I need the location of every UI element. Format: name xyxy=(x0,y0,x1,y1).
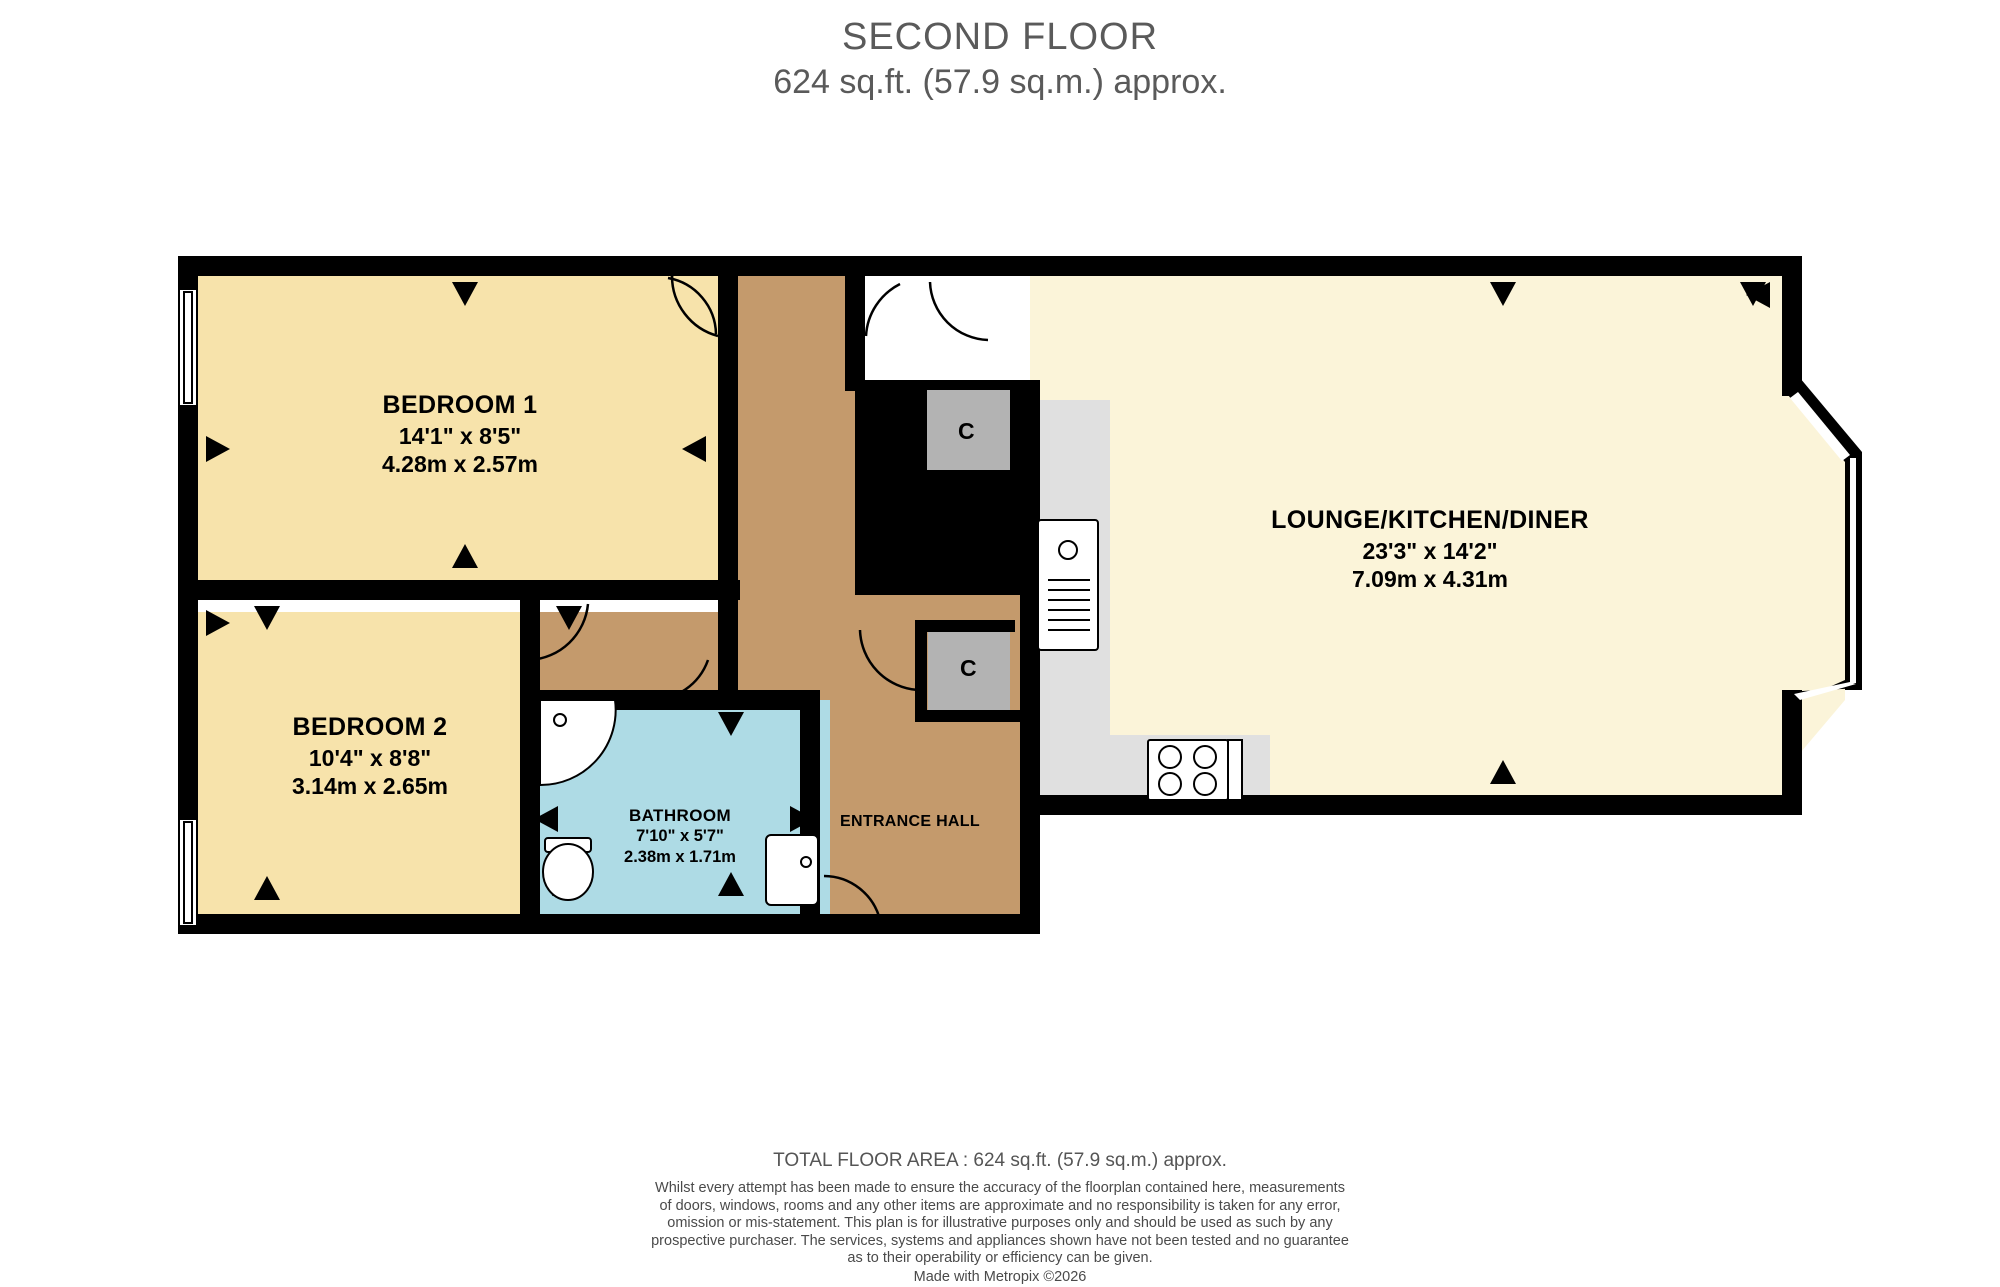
room-dim-metric: 7.09m x 4.31m xyxy=(1351,566,1508,593)
room-name: ENTRANCE HALL xyxy=(840,813,980,830)
room-dim-imperial: 10'4" x 8'8" xyxy=(308,744,432,771)
plan-footer xyxy=(0,1148,2000,1287)
room-dim-imperial: 14'1" x 8'5" xyxy=(398,422,522,449)
credit-line: Made with Metropix ©2026 xyxy=(913,1268,1087,1285)
closet-upper-label: C xyxy=(958,418,975,444)
room-label-lounge-kitchen-diner xyxy=(1160,505,1700,594)
room-dim-metric: 3.14m x 2.65m xyxy=(291,773,448,800)
disclaimer-line: omission or mis-statement. This plan is for illustrative purposes only and should be used as such by any xyxy=(667,1215,1333,1231)
room-dim-imperial: 7'10" x 5'7" xyxy=(636,827,724,846)
room-label-entrance-hall xyxy=(795,812,1025,832)
room-name: BATHROOM xyxy=(628,806,732,825)
room-label-bathroom xyxy=(555,805,805,868)
page-title: SECOND FLOOR xyxy=(841,16,1159,58)
disclaimer-line: prospective purchaser. The services, systems and appliances shown have not been tested and no guarantee xyxy=(651,1232,1349,1249)
closet-lower-label: C xyxy=(960,655,977,681)
page-subtitle: 624 sq.ft. (57.9 sq.m.) approx. xyxy=(773,63,1227,101)
room-label-bedroom-1 xyxy=(230,390,690,479)
disclaimer-line: Whilst every attempt has been made to ensure the accuracy of the floorplan contained here, measurements xyxy=(655,1180,1345,1196)
total-floor-area: TOTAL FLOOR AREA : 624 sq.ft. (57.9 sq.m.) approx. xyxy=(773,1150,1227,1171)
room-name: BEDROOM 2 xyxy=(292,713,448,741)
room-dim-imperial: 23'3" x 14'2" xyxy=(1362,537,1498,564)
room-dim-metric: 2.38m x 1.71m xyxy=(624,848,736,867)
disclaimer-line: of doors, windows, rooms and any other items are approximate and no responsibility is taken for any error, xyxy=(659,1197,1341,1214)
room-name: LOUNGE/KITCHEN/DINER xyxy=(1271,506,1589,534)
room-label-bedroom-2 xyxy=(140,712,600,801)
disclaimer xyxy=(0,1180,2000,1268)
room-name: BEDROOM 1 xyxy=(382,391,538,419)
disclaimer-line: as to their operability or efficiency can be given. xyxy=(847,1250,1153,1266)
room-dim-metric: 4.28m x 2.57m xyxy=(381,451,538,478)
